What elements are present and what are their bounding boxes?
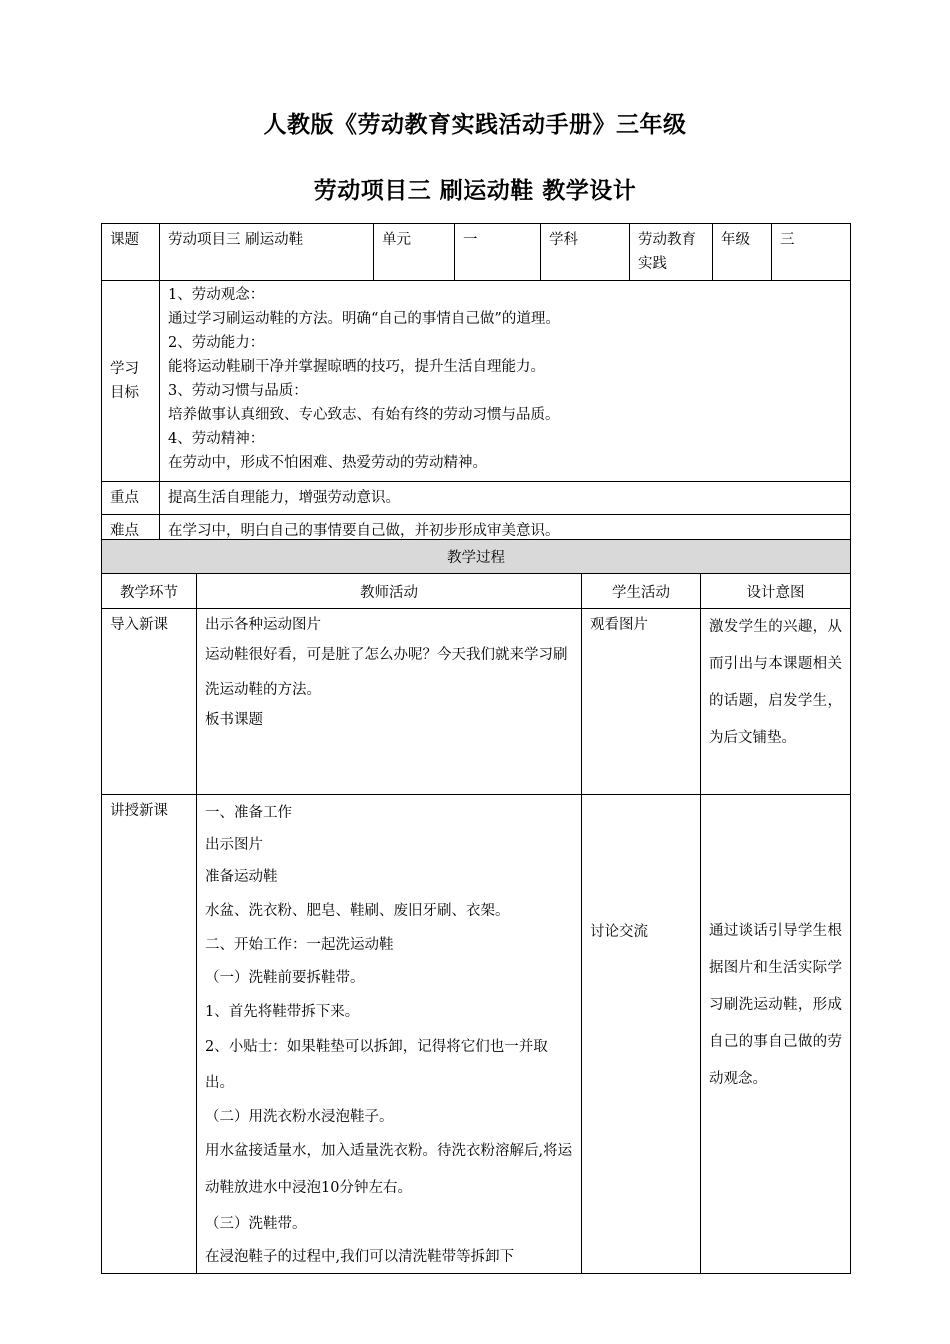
difficulty-label: 难点 bbox=[102, 515, 160, 548]
difficulty-value: 在学习中，明白自己的事情要自己做，并初步形成审美意识。 bbox=[160, 515, 851, 548]
subject-value bbox=[630, 224, 713, 281]
goal-line: 通过学习刷运动鞋的方法。明确“自己的事情自己做”的道理。 bbox=[168, 311, 560, 327]
teacher-line: 用水盆接适量水，加入适量洗衣粉。待洗衣粉溶解后,将运动鞋放进水中浸泡10分钟左右。 bbox=[205, 1143, 573, 1196]
topic-value: 劳动项目三 刷运动鞋 bbox=[160, 224, 374, 281]
teacher-line: 二、开始工作：一起洗运动鞋 bbox=[205, 937, 394, 953]
goals-label-line: 目标 bbox=[110, 385, 139, 401]
goal-line: 能将运动鞋刷干净并掌握晾晒的技巧，提升生活自理能力。 bbox=[168, 359, 545, 375]
goals-label bbox=[102, 281, 160, 482]
stage-cell: 导入新课 bbox=[102, 609, 197, 795]
goal-line: 4、劳动精神： bbox=[168, 431, 265, 447]
subject-value-line: 劳动教育 bbox=[638, 232, 696, 248]
goals-content bbox=[160, 281, 851, 482]
goal-line: 在劳动中，形成不怕困难、热爱劳动的劳动精神。 bbox=[168, 455, 487, 471]
info-table bbox=[101, 223, 851, 548]
intent-cell: 激发学生的兴趣，从而引出与本课题相关的话题，启发学生，为后文铺垫。 bbox=[701, 609, 851, 795]
document-subtitle: 劳动项目三 刷运动鞋 教学设计 bbox=[313, 178, 637, 204]
subject-value-line: 实践 bbox=[638, 256, 667, 272]
grade-value: 三 bbox=[772, 224, 851, 281]
header-stage: 教学环节 bbox=[102, 574, 197, 609]
student-cell bbox=[582, 795, 701, 1274]
process-table bbox=[101, 539, 851, 1274]
teacher-line: 出示各种运动图片 bbox=[205, 617, 321, 633]
teacher-line: 一、准备工作 bbox=[205, 805, 292, 821]
topic-label: 课题 bbox=[102, 224, 160, 281]
unit-value: 一 bbox=[455, 224, 541, 281]
process-section-title: 教学过程 bbox=[102, 540, 851, 574]
goal-line: 1、劳动观念： bbox=[168, 287, 265, 303]
teacher-cell bbox=[197, 609, 582, 795]
teacher-line: 出示图片 bbox=[205, 837, 263, 853]
document-title: 人教版《劳动教育实践活动手册》三年级 bbox=[263, 112, 687, 138]
key-label: 重点 bbox=[102, 482, 160, 515]
header-teacher: 教师活动 bbox=[197, 574, 582, 609]
teacher-line: 2、小贴士：如果鞋垫可以拆卸，记得将它们也一并取出。 bbox=[205, 1039, 548, 1091]
header-intent: 设计意图 bbox=[701, 574, 851, 609]
teacher-line: 水盆、洗衣粉、肥皂、鞋刷、废旧牙刷、衣架。 bbox=[205, 903, 510, 919]
teacher-cell bbox=[197, 795, 582, 1274]
subject-label: 学科 bbox=[541, 224, 630, 281]
teacher-line: 运动鞋很好看，可是脏了怎么办呢？今天我们就来学习刷洗运动鞋的方法。 bbox=[205, 646, 568, 698]
header-student: 学生活动 bbox=[582, 574, 701, 609]
goals-label-line: 学习 bbox=[110, 361, 139, 377]
student-text: 讨论交流 bbox=[590, 924, 648, 940]
teacher-line: 板书课题 bbox=[205, 711, 263, 728]
unit-label: 单元 bbox=[374, 224, 455, 281]
teacher-line: （三）洗鞋带。 bbox=[205, 1216, 307, 1232]
student-cell: 观看图片 bbox=[582, 609, 701, 795]
teacher-line: 准备运动鞋 bbox=[205, 869, 278, 885]
key-value: 提高生活自理能力，增强劳动意识。 bbox=[160, 482, 851, 515]
goal-line: 3、劳动习惯与品质： bbox=[168, 383, 308, 399]
teacher-line: （二）用洗衣粉水浸泡鞋子。 bbox=[205, 1109, 394, 1125]
goal-line: 培养做事认真细致、专心致志、有始有终的劳动习惯与品质。 bbox=[168, 407, 560, 423]
goal-line: 2、劳动能力： bbox=[168, 335, 265, 351]
grade-label: 年级 bbox=[713, 224, 772, 281]
teacher-line: 在浸泡鞋子的过程中,我们可以清洗鞋带等拆卸下 bbox=[205, 1249, 515, 1265]
teacher-line: （一）洗鞋前要拆鞋带。 bbox=[205, 970, 365, 986]
teacher-line: 1、首先将鞋带拆下来。 bbox=[205, 1004, 360, 1020]
intent-text: 通过谈话引导学生根据图片和生活实际学习刷洗运动鞋，形成自己的事自己做的劳动观念。 bbox=[709, 923, 842, 1087]
stage-cell: 讲授新课 bbox=[102, 795, 197, 1274]
intent-cell bbox=[701, 795, 851, 1274]
